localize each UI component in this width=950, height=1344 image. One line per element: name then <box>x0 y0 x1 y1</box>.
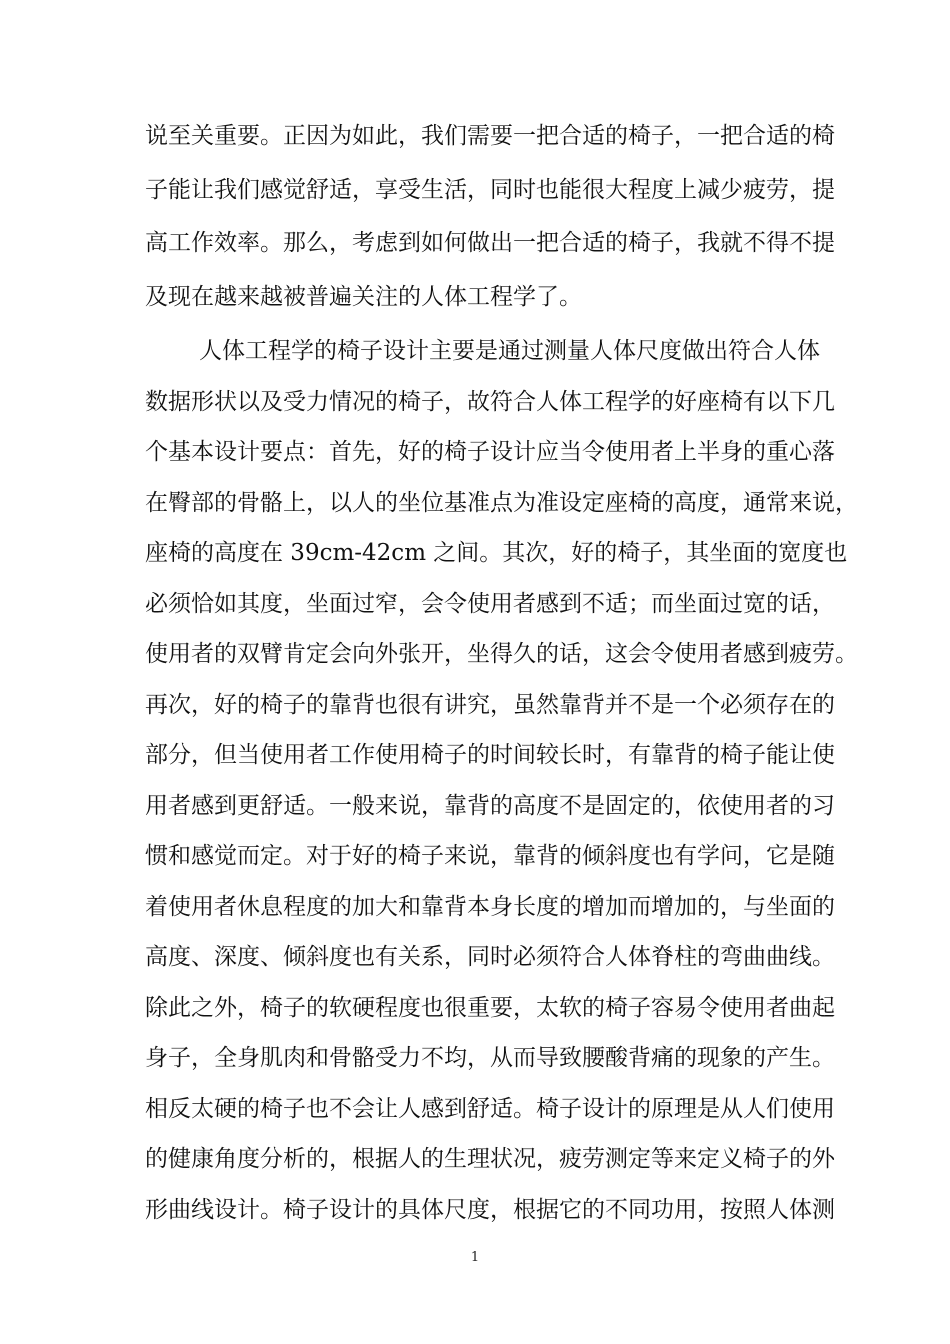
text-line: 再次，好的椅子的靠背也很有讲究，虽然靠背并不是一个必须存在的 <box>145 692 835 718</box>
text-line: 着使用者休息程度的加大和靠背本身长度的增加而增加的，与坐面的 <box>145 894 835 920</box>
text-line: 座椅的高度在 39cm-42cm 之间。其次，好的椅子，其坐面的宽度也 <box>145 540 848 566</box>
text-line: 个基本设计要点：首先，好的椅子设计应当令使用者上半身的重心落 <box>145 439 835 465</box>
text-line: 用者感到更舒适。一般来说，靠背的高度不是固定的，依使用者的习 <box>145 793 835 819</box>
page-number: 1 <box>470 1250 480 1265</box>
text-line: 形曲线设计。椅子设计的具体尺度，根据它的不同功用，按照人体测 <box>145 1197 835 1223</box>
text-line: 子能让我们感觉舒适，享受生活，同时也能很大程度上减少疲劳，提 <box>145 177 835 203</box>
text-line: 相反太硬的椅子也不会让人感到舒适。椅子设计的原理是从人们使用 <box>145 1096 835 1122</box>
text-line: 高度、深度、倾斜度也有关系，同时必须符合人体脊柱的弯曲曲线。 <box>145 944 835 970</box>
text-line: 人体工程学的椅子设计主要是通过测量人体尺度做出符合人体 <box>199 338 820 364</box>
text-line: 在臀部的骨骼上，以人的坐位基准点为准设定座椅的高度，通常来说， <box>145 490 858 516</box>
text-line: 使用者的双臂肯定会向外张开，坐得久的话，这会令使用者感到疲劳。 <box>145 641 858 667</box>
text-line: 除此之外，椅子的软硬程度也很重要，太软的椅子容易令使用者曲起 <box>145 995 835 1021</box>
text-line: 的健康角度分析的，根据人的生理状况，疲劳测定等来定义椅子的外 <box>145 1146 835 1172</box>
text-line: 说至关重要。正因为如此，我们需要一把合适的椅子，一把合适的椅 <box>145 123 835 149</box>
text-line: 部分，但当使用者工作使用椅子的时间较长时，有靠背的椅子能让使 <box>145 742 835 768</box>
text-line: 惯和感觉而定。对于好的椅子来说，靠背的倾斜度也有学问，它是随 <box>145 843 835 869</box>
text-line: 必须恰如其度，坐面过窄，会令使用者感到不适；而坐面过宽的话， <box>145 591 835 617</box>
text-line: 及现在越来越被普遍关注的人体工程学了。 <box>145 284 582 310</box>
text-line: 高工作效率。那么，考虑到如何做出一把合适的椅子，我就不得不提 <box>145 230 835 256</box>
text-line: 数据形状以及受力情况的椅子，故符合人体工程学的好座椅有以下几 <box>145 389 835 415</box>
text-line: 身子，全身肌肉和骨骼受力不均，从而导致腰酸背痛的现象的产生。 <box>145 1045 835 1071</box>
